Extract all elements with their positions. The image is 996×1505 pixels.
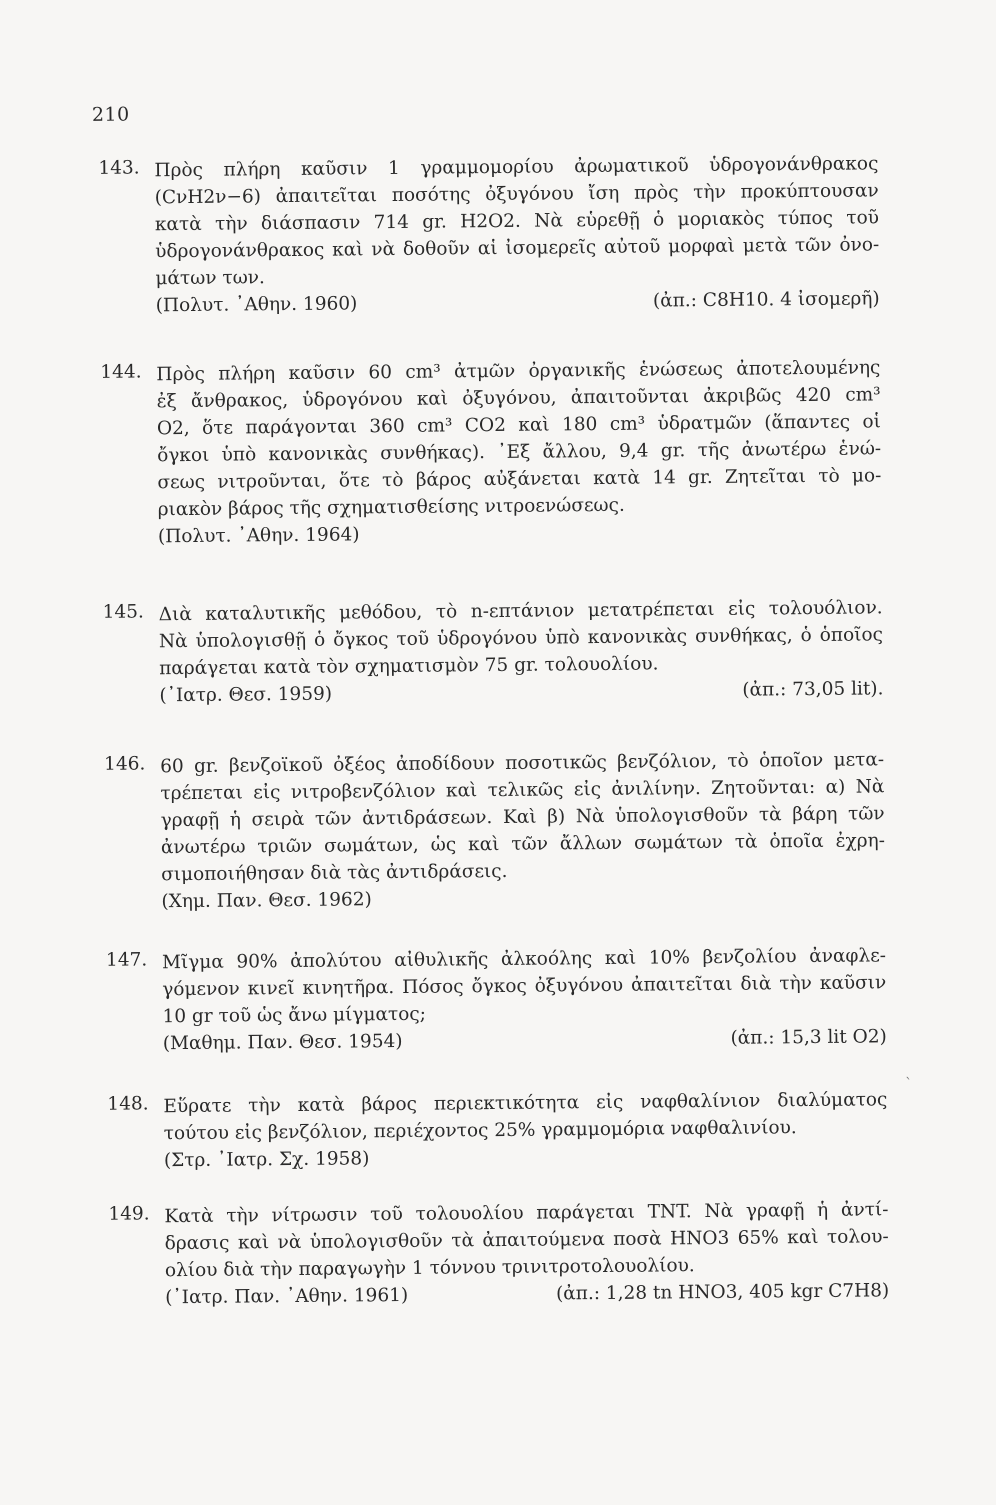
text-line: Πρὸς πλήρη καῦσιν 60 cm³ ἀτμῶν ὀργανικῆς ἑνώσεως ἀποτελουμένης bbox=[156, 357, 881, 386]
text-line: ἐξ ἄνθρακος, ὑδρογόνου καὶ ὀξυγόνου, ἀπαιτοῦνται ἀκριβῶς 420 cm³ bbox=[156, 384, 881, 413]
problem-149 bbox=[108, 1196, 890, 1309]
text-line: γόμενον κινεῖ κινητῆρα. Πόσος ὄγκος ὀξυγόνου ἀπαιτεῖται διὰ τὴν καῦσιν bbox=[162, 972, 887, 1001]
text-line: Εὕρατε τὴν κατὰ βάρος περιεκτικότητα εἰς ναφθαλίνιον διαλύματος bbox=[163, 1089, 888, 1118]
text-line: μάτων των. bbox=[155, 267, 265, 290]
text-line: 10 gr τοῦ ὡς ἄνω μίγματος; bbox=[162, 1003, 426, 1028]
text-line: ριακὸν βάρος τῆς σχηματισθείσης νιτροενώσεως. bbox=[157, 494, 625, 521]
source-row bbox=[165, 1277, 889, 1311]
text-line: 60 gr. βενζοϊκοῦ ὀξέος ἀποδίδουν ποσοτικῶς βενζόλιον, τὸ ὁποῖον μετα- bbox=[160, 749, 885, 778]
problem-number: 147. bbox=[105, 949, 148, 971]
problem-number: 148. bbox=[107, 1093, 149, 1115]
exam-source: (Πολυτ. ᾿Αθην. 1964) bbox=[157, 524, 360, 548]
problem-number: 143. bbox=[98, 157, 140, 179]
text-line: Νὰ ὑπολογισθῇ ὁ ὄγκος τοῦ ὑδρογόνου ὑπὸ κανονικὰς συνθήκας, ὁ ὁποῖος bbox=[158, 624, 884, 653]
answer: (ἀπ.: 1,28 tn HNO3, 405 kgr C7H8) bbox=[555, 1280, 890, 1305]
source-row bbox=[163, 1023, 887, 1057]
answer: (ἀπ.: 73,05 lit). bbox=[742, 678, 884, 701]
source-row bbox=[159, 675, 883, 709]
problem-number: 144. bbox=[100, 361, 142, 383]
text-line: ὄγκοι ὑπὸ κανονικὰς συνθήκας). ᾿Εξ ἄλλου, 9,4 gr. τῆς ἀνωτέρω ἑνώ- bbox=[157, 438, 882, 467]
text-line: δρασις καὶ νὰ ὑπολογισθοῦν τὰ ἀπαιτούμενα ποσὰ HNO3 65% καὶ τολου- bbox=[164, 1226, 889, 1255]
exam-source: (Πολυτ. ᾿Αθην. 1960) bbox=[155, 293, 358, 317]
source-row bbox=[156, 285, 880, 319]
text-line: σεως νιτροῦνται, ὅτε τὸ βάρος αὐξάνεται κατὰ 14 gr. Ζητεῖται τὸ μο- bbox=[157, 465, 882, 494]
text-line: Μῖγμα 90% ἀπολύτου αἰθυλικῆς ἀλκοόλης καὶ 10% βενζολίου ἀναφλε- bbox=[161, 945, 887, 974]
text-line: ολίου διὰ τὴν παραγωγὴν 1 τόννου τρινιτροτολουολίου. bbox=[164, 1255, 695, 1282]
source-row bbox=[158, 516, 882, 550]
text-line: Διὰ καταλυτικῆς μεθόδου, τὸ n-επτάνιον μετατρέπεται εἰς τολουόλιον. bbox=[158, 597, 883, 626]
exam-source: (Στρ. ᾿Ιατρ. Σχ. 1958) bbox=[163, 1148, 370, 1172]
problem-number: 146. bbox=[104, 753, 146, 775]
problem-148 bbox=[107, 1086, 888, 1172]
text-line: O2, ὅτε παράγονται 360 cm³ CO2 καὶ 180 cm³ ὑδρατμῶν (ἅπαντες οἱ bbox=[156, 411, 881, 440]
problem-147 bbox=[105, 942, 887, 1055]
text-line: Κατὰ τὴν νίτρωσιν τοῦ τολουολίου παράγεται TNT. Νὰ γραφῇ ἡ ἀντί- bbox=[164, 1199, 889, 1228]
answer: (ἀπ.: C8H10. 4 ἰσομερῆ) bbox=[652, 288, 880, 312]
problem-text bbox=[163, 1086, 888, 1174]
text-line: κατὰ τὴν διάσπασιν 714 gr. H2O2. Νὰ εὑρεθῇ ὁ μοριακὸς τύπος τοῦ bbox=[154, 207, 880, 236]
exam-source: (Μαθημ. Παν. Θεσ. 1954) bbox=[162, 1030, 403, 1055]
problem-text bbox=[160, 746, 886, 915]
text-line: σιμοποιήθησαν διὰ τὰς ἀντιδράσεις. bbox=[161, 860, 508, 886]
text-line: ἀνωτέρω τριῶν σωμάτων, ὡς καὶ τῶν ἄλλων σωμάτων τὰ ὁποῖα ἐχρη- bbox=[160, 830, 885, 859]
problem-text bbox=[164, 1196, 889, 1311]
problem-text bbox=[162, 942, 887, 1057]
exam-source: (Χημ. Παν. Θεσ. 1962) bbox=[161, 889, 372, 913]
text-line: ὑδρογονάνθρακος καὶ νὰ δοθοῦν αἱ ἰσομερεῖς αὐτοῦ μορφαὶ μετὰ τῶν ὀνο- bbox=[155, 234, 880, 263]
problem-146 bbox=[104, 746, 885, 913]
problem-143 bbox=[98, 150, 880, 317]
answer: (ἀπ.: 15,3 lit O2) bbox=[730, 1026, 887, 1049]
page-number: 210 bbox=[91, 103, 130, 126]
problem-text bbox=[159, 594, 884, 709]
stray-mark: ` bbox=[905, 1076, 913, 1093]
problem-145 bbox=[102, 594, 884, 707]
text-line: τρέπεται εἰς νιτροβενζόλιον καὶ τελικῶς εἰς ἀνιλίνην. Ζητοῦνται: α) Νὰ bbox=[160, 776, 885, 805]
problem-number: 145. bbox=[102, 601, 144, 623]
text-line: γραφῇ ἡ σειρὰ τῶν ἀντιδράσεων. Καὶ β) Νὰ ὑπολογισθοῦν τὰ βάρη τῶν bbox=[160, 803, 885, 832]
problem-144 bbox=[100, 354, 882, 548]
text-line: τούτου εἰς βενζόλιον, περιέχοντος 25% γραμμομόρια ναφθαλινίου. bbox=[163, 1117, 797, 1145]
problem-text bbox=[154, 150, 880, 319]
text-line: Πρὸς πλήρη καῦσιν 1 γραμμομορίου ἀρωματικοῦ ὑδρογονάνθρακος bbox=[154, 153, 879, 182]
text-line: παράγεται κατὰ τὸν σχηματισμὸν 75 gr. τολουολίου. bbox=[159, 653, 659, 680]
exam-source: (᾿Ιατρ. Θεσ. 1959) bbox=[159, 683, 333, 707]
source-row bbox=[164, 1140, 888, 1174]
exam-source: (᾿Ιατρ. Παν. ᾿Αθην. 1961) bbox=[165, 1284, 409, 1309]
problem-number: 149. bbox=[108, 1203, 150, 1225]
text-line: (CνH2ν−6) ἀπαιτεῖται ποσότης ὀξυγόνου ἴση πρὸς τὴν προκύπτουσαν bbox=[154, 180, 879, 209]
problem-text bbox=[156, 354, 882, 550]
source-row bbox=[161, 881, 885, 915]
